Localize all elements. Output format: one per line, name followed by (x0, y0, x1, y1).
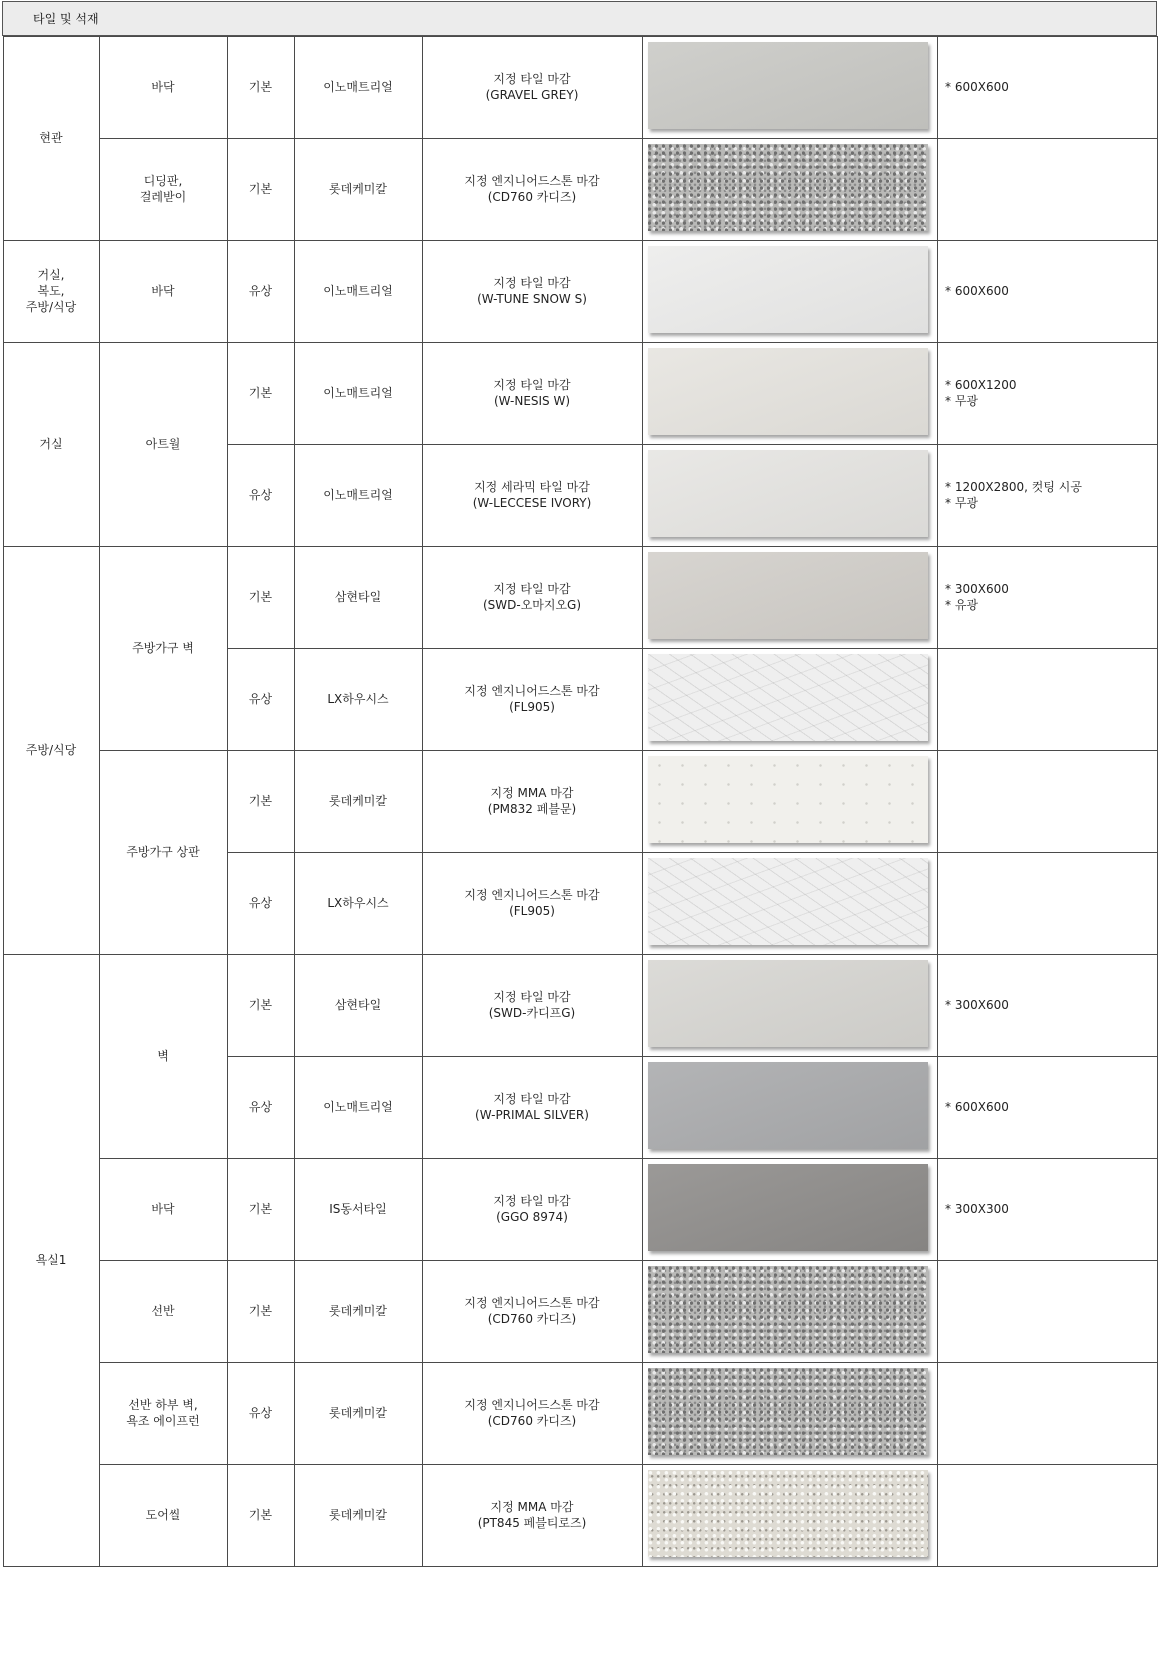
finish-cell: 지정 엔지니어드스톤 마감 (CD760 카디즈) (464, 1398, 600, 1428)
maker-cell: 삼현타일 (334, 590, 382, 604)
location-cell: 벽 (157, 1049, 169, 1063)
grid-line (937, 36, 938, 1567)
finish-cell: 지정 타일 마감 (W-PRIMAL SILVER) (475, 1092, 589, 1122)
finish-cell: 지정 타일 마감 (GGO 8974) (493, 1194, 571, 1224)
gravel-grey-tile-swatch (648, 42, 928, 129)
spec-note: * 600X600 (945, 284, 1009, 298)
pm832-pebble-moon-swatch (648, 756, 928, 843)
option-cell: 기본 (248, 182, 273, 196)
maker-cell: 롯데케미칼 (329, 1406, 387, 1420)
finish-cell: 지정 타일 마감 (SWD-오마지오G) (482, 582, 582, 612)
option-cell: 기본 (248, 794, 273, 808)
finish-cell: 지정 MMA 마감 (PM832 페블문) (487, 786, 577, 816)
finish-cell: 지정 MMA 마감 (PT845 페블티로즈) (477, 1500, 587, 1530)
grid-line (99, 138, 1158, 139)
location-cell: 주방가구 벽 (132, 641, 194, 655)
grid-line (3, 36, 4, 1567)
option-cell: 기본 (248, 590, 273, 604)
w-leccese-ivory-tile-swatch (648, 450, 928, 537)
spec-note: * 300X300 (945, 1202, 1009, 1216)
maker-cell: LX하우시스 (327, 896, 389, 910)
maker-cell: 롯데케미칼 (329, 794, 387, 808)
grid-line (3, 36, 1158, 37)
grid-line (422, 36, 423, 1567)
finish-cell: 지정 타일 마감 (W-TUNE SNOW S) (477, 276, 587, 306)
grid-line (99, 1464, 1158, 1465)
grid-line (3, 1566, 1158, 1567)
grid-line (99, 1362, 1158, 1363)
maker-cell: 롯데케미칼 (329, 182, 387, 196)
grid-line (227, 648, 1158, 649)
location-cell: 바닥 (151, 284, 175, 298)
location-cell: 선반 하부 벽, 욕조 에이프런 (126, 1398, 200, 1428)
finish-cell: 지정 타일 마감 (GRAVEL GREY) (485, 72, 579, 102)
option-cell: 유상 (248, 1100, 273, 1114)
option-cell: 유상 (248, 284, 273, 298)
grid-line (642, 36, 643, 1567)
maker-cell: 롯데케미칼 (329, 1508, 387, 1522)
location-cell: 바닥 (151, 80, 175, 94)
finish-cell: 지정 엔지니어드스톤 마감 (CD760 카디즈) (464, 174, 600, 204)
maker-cell: 이노매트리얼 (323, 386, 393, 400)
space-cell: 거실 (39, 437, 63, 451)
grid-line (99, 1158, 1158, 1159)
location-cell: 도어씰 (145, 1508, 181, 1522)
w-nesis-tile-swatch (648, 348, 928, 435)
w-primal-silver-tile-swatch (648, 1062, 928, 1149)
cd760-cadiz-stone-swatch (648, 144, 928, 231)
cd760-cadiz-stone-3-swatch (648, 1368, 928, 1455)
ggo-8974-tile-swatch (648, 1164, 928, 1251)
location-cell: 바닥 (151, 1202, 175, 1216)
grid-line (227, 36, 228, 1567)
grid-line (3, 954, 1158, 955)
option-cell: 유상 (248, 488, 273, 502)
option-cell: 기본 (248, 1304, 273, 1318)
option-cell: 기본 (248, 386, 273, 400)
finish-cell: 지정 엔지니어드스톤 마감 (FL905) (464, 684, 600, 714)
maker-cell: 이노매트리얼 (323, 80, 393, 94)
option-cell: 유상 (248, 692, 273, 706)
location-cell: 선반 (151, 1304, 175, 1318)
spec-note: * 300X600 * 유광 (945, 582, 1009, 612)
table-header (2, 1, 1157, 36)
grid-line (99, 36, 100, 1567)
grid-line (227, 444, 1158, 445)
grid-line (227, 1056, 1158, 1057)
spec-note: * 1200X2800, 컷팅 시공 * 무광 (945, 480, 1082, 510)
spec-note: * 600X600 (945, 1100, 1009, 1114)
maker-cell: IS동서타일 (329, 1202, 387, 1216)
fl905-stone-swatch (648, 654, 928, 741)
finish-cell: 지정 타일 마감 (SWD-카디프G) (488, 990, 576, 1020)
option-cell: 기본 (248, 998, 273, 1012)
swd-cardiff-tile-swatch (648, 960, 928, 1047)
fl905-stone-2-swatch (648, 858, 928, 945)
space-cell: 욕실1 (35, 1253, 67, 1267)
maker-cell: 이노매트리얼 (323, 1100, 393, 1114)
pt845-pebble-tirose-swatch (648, 1470, 928, 1557)
location-cell: 주방가구 상판 (126, 845, 200, 859)
spec-note: * 600X1200 * 무광 (945, 378, 1017, 408)
grid-line (1157, 36, 1158, 1567)
grid-line (99, 1260, 1158, 1261)
maker-cell: 삼현타일 (334, 998, 382, 1012)
finish-cell: 지정 세라믹 타일 마감 (W-LECCESE IVORY) (472, 480, 592, 510)
grid-line (294, 36, 295, 1567)
cd760-cadiz-stone-2-swatch (648, 1266, 928, 1353)
option-cell: 기본 (248, 80, 273, 94)
finish-cell: 지정 엔지니어드스톤 마감 (FL905) (464, 888, 600, 918)
space-cell: 거실, 복도, 주방/식당 (25, 268, 77, 314)
grid-line (3, 342, 1158, 343)
grid-line (3, 546, 1158, 547)
w-tune-snow-tile-swatch (648, 246, 928, 333)
option-cell: 유상 (248, 1406, 273, 1420)
option-cell: 유상 (248, 896, 273, 910)
spec-note: * 300X600 (945, 998, 1009, 1012)
finish-cell: 지정 엔지니어드스톤 마감 (CD760 카디즈) (464, 1296, 600, 1326)
swd-omaggio-tile-swatch (648, 552, 928, 639)
space-cell: 현관 (39, 131, 63, 145)
space-cell: 주방/식당 (25, 743, 77, 757)
spec-note: * 600X600 (945, 80, 1009, 94)
maker-cell: LX하우시스 (327, 692, 389, 706)
maker-cell: 이노매트리얼 (323, 284, 393, 298)
grid-line (99, 750, 1158, 751)
maker-cell: 이노매트리얼 (323, 488, 393, 502)
grid-line (227, 852, 1158, 853)
table-title: 타일 및 석재 (33, 12, 99, 26)
location-cell: 디딩판, 걸레받이 (139, 174, 187, 204)
maker-cell: 롯데케미칼 (329, 1304, 387, 1318)
grid-line (3, 240, 1158, 241)
option-cell: 기본 (248, 1508, 273, 1522)
location-cell: 아트월 (145, 437, 181, 451)
finish-cell: 지정 타일 마감 (W-NESIS W) (493, 378, 571, 408)
option-cell: 기본 (248, 1202, 273, 1216)
